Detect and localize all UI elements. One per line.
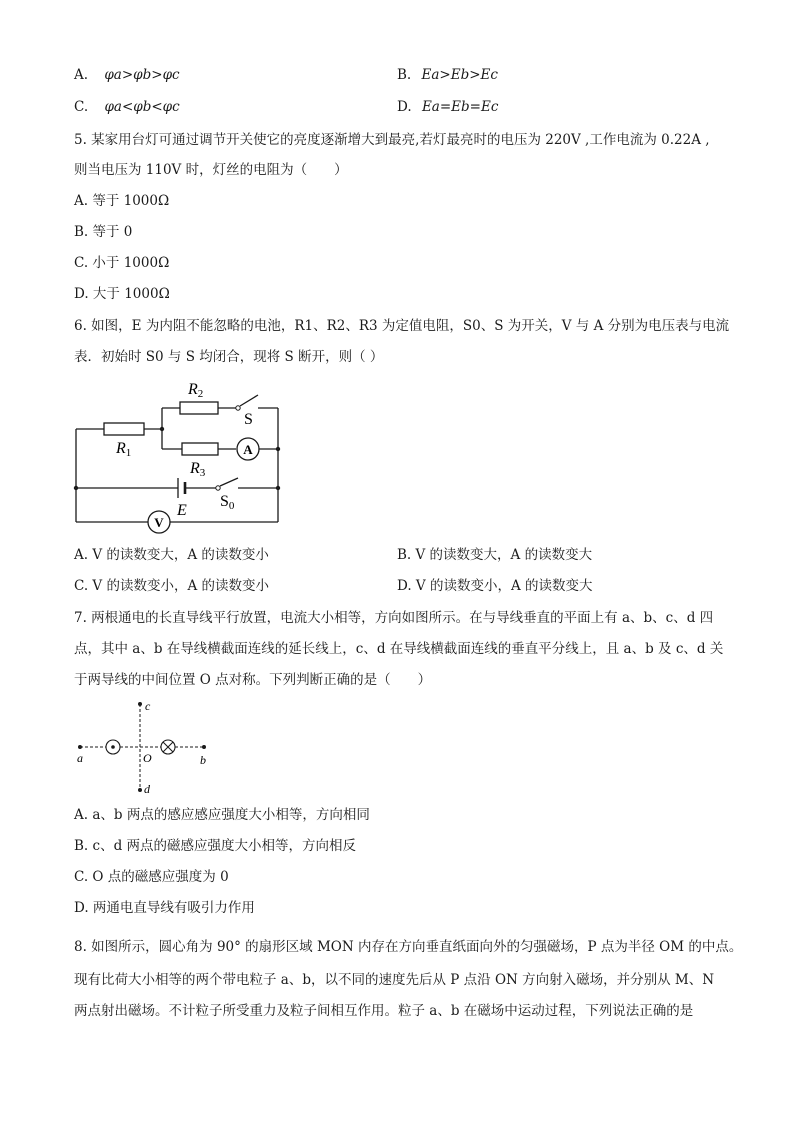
label-ammeter: A (243, 442, 253, 457)
q4-option-d-text: Ea=Eb=Ec (421, 99, 499, 115)
q7-stem-line1: 7. 两根通电的长直导线平行放置，电流大小相等，方向如图所示。在与导线垂直的平面上有 a、b、c、d 四 (74, 610, 714, 626)
q5-option-d: D. 大于 1000Ω (74, 286, 170, 302)
q7-option-a: A. a、b 两点的感应感应强度大小相等，方向相同 (74, 807, 370, 823)
label-s: S (244, 411, 253, 428)
q6-circuit-diagram (70, 375, 290, 535)
q4-option-b-label: B. (397, 67, 412, 83)
label-r1: R1 (116, 440, 132, 459)
q7-stem-line2: 点，其中 a、b 在导线横截面连线的延长线上，c、d 在导线横截面连线的垂直平分线上，且 a、b 及 c、d 关 (74, 641, 724, 657)
q5-option-c: C. 小于 1000Ω (74, 255, 170, 271)
label-c: c (145, 699, 151, 713)
q5-stem-line1: 5. 某家用台灯可通过调节开关使它的亮度逐渐增大到最亮,若灯最亮时的电压为 220V ,工作电流为 0.22A , (74, 132, 710, 148)
q5-stem-line2: 则当电压为 110V 时，灯丝的电阻为（ ） (74, 162, 348, 178)
q5-option-b: B. 等于 0 (74, 224, 133, 240)
label-a: a (77, 751, 83, 765)
q4-option-d-label: D. (397, 99, 412, 115)
label-b: b (200, 753, 206, 767)
q4-option-c-label: C. (74, 99, 89, 115)
q4-option-a-row (74, 65, 180, 85)
q7-wire-diagram (72, 698, 212, 798)
label-d: d (144, 782, 150, 796)
q8-stem-line2: 现有比荷大小相等的两个带电粒子 a、b，以不同的速度先后从 P 点沿 ON 方向射入磁场，并分别从 M、N (74, 972, 715, 988)
resistor-r2 (180, 402, 218, 414)
q4-option-a-label: A. (74, 67, 89, 83)
q7-option-d: D. 两通电直导线有吸引力作用 (74, 900, 255, 916)
q6-option-c: C. V 的读数变小，A 的读数变小 (74, 578, 270, 594)
q7-option-c: C. O 点的磁感应强度为 0 (74, 869, 229, 885)
label-r2: R2 (188, 381, 204, 400)
q4-option-b-text: Ea>Eb>Ec (421, 67, 498, 83)
q6-stem-line1: 6. 如图，E 为内阻不能忽略的电池，R1、R2、R3 为定值电阻，S0、S 为开关，V 与 A 分别为电压表与电流 (74, 318, 730, 334)
label-e: E (177, 502, 187, 519)
q7-option-b: B. c、d 两点的磁感应强度大小相等，方向相反 (74, 838, 356, 854)
q4-option-b-row (397, 65, 498, 85)
q6-option-a: A. V 的读数变大，A 的读数变小 (74, 547, 269, 563)
label-s0: S0 (220, 493, 235, 512)
q4-option-a-text: φa>φb>φc (104, 67, 180, 83)
q8-stem-line3: 两点射出磁场。不计粒子所受重力及粒子间相互作用。粒子 a、b 在磁场中运动过程，下列说法正确的是 (74, 1003, 694, 1019)
q6-option-d: D. V 的读数变小，A 的读数变大 (397, 578, 593, 594)
q4-option-c-row (74, 97, 180, 117)
q6-option-b: B. V 的读数变大，A 的读数变大 (397, 547, 593, 563)
q4-option-c-text: φa<φb<φc (104, 99, 180, 115)
switch-s0-blade (220, 478, 238, 486)
label-voltmeter: V (154, 515, 164, 530)
q7-stem-line3: 于两导线的中间位置 O 点对称。下列判断正确的是（ ） (74, 672, 432, 688)
wire-into-page-icon (161, 740, 175, 754)
label-o: O (143, 751, 152, 765)
q5-option-a: A. 等于 1000Ω (74, 193, 170, 209)
label-r3: R3 (190, 460, 206, 479)
resistor-r1 (104, 423, 144, 435)
q8-stem-line1: 8. 如图所示，圆心角为 90° 的扇形区域 MON 内存在方向垂直纸面向外的匀强磁场，P 点为半径 OM 的中点。 (74, 939, 743, 955)
q4-option-d-row (397, 97, 498, 117)
q6-stem-line2: 表．初始时 S0 与 S 均闭合，现将 S 断开，则（ ） (74, 349, 384, 365)
resistor-r3 (182, 443, 218, 455)
switch-s-blade (240, 395, 258, 406)
